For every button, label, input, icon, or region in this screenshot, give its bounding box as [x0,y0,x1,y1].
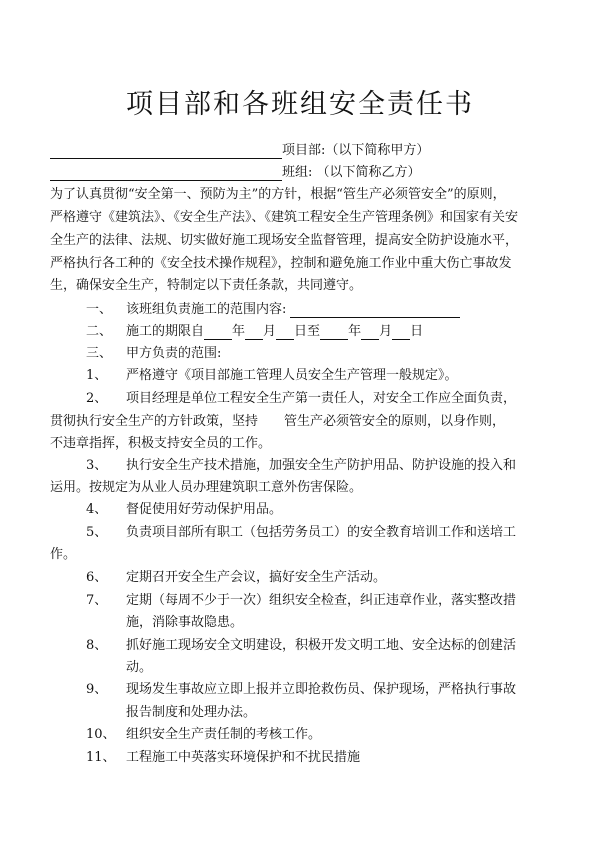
section-1 [126,302,460,318]
party-b-label: 班组: （以下简称乙方） [282,165,421,180]
item-5-text-1: 负责项目部所有职工（包括劳务员工）的安全教育培训工作和送培工 [126,525,517,540]
item-4-num: 4、 [86,502,108,517]
intro-line-5: 生，确保安全生产，特制定以下责任条款，共同遵守。 [50,278,363,293]
start-year-blank[interactable] [204,326,232,340]
item-6-num: 6、 [86,570,108,585]
item-9-text-2: 报告制度和处理办法。 [126,705,257,720]
item-11-num: 11、 [86,750,116,765]
intro-line-1: 为了认真贯彻“安全第一、预防为主”的方针，根据“管生产必须管安全”的原则， [50,187,506,202]
party-a-blank[interactable] [50,144,282,159]
intro-line-2: 严格遵守《建筑法》、《安全生产法》、《建筑工程安全生产管理条例》和国家有关安 [50,210,519,225]
item-9-num: 9、 [86,682,108,697]
item-5-text-2: 作。 [50,547,77,562]
scope-blank[interactable] [290,304,460,318]
end-day-blank[interactable] [392,326,410,340]
item-8-text-1: 抓好施工现场安全文明建设，积极开发文明工地、安全达标的创建活 [126,638,517,653]
party-a-line [50,143,429,159]
item-3-num: 3、 [86,458,108,473]
end-year-blank[interactable] [320,326,348,340]
item-4-text: 督促使用好劳动保护用品。 [126,502,283,517]
item-1-num: 1、 [86,368,108,383]
item-2-num: 2、 [86,391,108,406]
item-10-text: 组织安全生产责任制的考核工作。 [126,727,322,742]
item-2-text-3: 不违章指挥，积极支持安全员的工作。 [50,436,272,451]
item-8-text-2: 动。 [126,660,153,675]
item-2-text-2: 贯彻执行安全生产的方针政策，坚持 管生产必须管安全的原则，以身作则， [50,414,506,429]
item-9-text-1: 现场发生事故应立即上报并立即抢救伤员、保护现场，严格执行事故 [126,682,517,697]
section-2-num: 二、 [86,324,113,339]
item-7-text-1: 定期（每周不少于一次）组织安全检查，纠正违章作业，落实整改措 [126,593,517,608]
start-day-blank[interactable] [276,326,294,340]
item-7-num: 7、 [86,593,108,608]
item-10-num: 10、 [86,727,116,742]
item-7-text-2: 施，消除事故隐患。 [126,615,244,630]
party-b-blank[interactable] [50,166,282,181]
month-label: 月 [263,324,277,339]
intro-line-4: 严格执行各工种的《安全技术操作规程》，控制和避免施工作业中重大伤亡事故发 [50,256,512,271]
end-month-blank[interactable] [361,326,379,340]
day-to-label: 日至 [294,324,321,339]
item-3-text-2: 运用。按规定为从业人员办理建筑职工意外伤害保险。 [50,480,363,495]
year-label: 年 [232,324,246,339]
item-8-num: 8、 [86,638,108,653]
item-1-text: 严格遵守《项目部施工管理人员安全生产管理一般规定》。 [126,368,458,383]
item-11-text: 工程施工中英落实环境保护和不扰民措施 [126,750,361,765]
item-5-num: 5、 [86,525,108,540]
item-6-text: 定期召开安全生产会议，搞好安全生产活动。 [126,570,387,585]
section-1-num: 一、 [86,302,113,317]
section-1-text: 该班组负责施工的范围内容: [126,302,287,317]
section-3-text: 甲方负责的范围: [126,346,222,361]
month2-label: 月 [379,324,393,339]
party-a-label: 项目部:（以下简称甲方） [282,143,430,158]
period-prefix: 施工的期限自 [126,324,205,339]
intro-line-3: 全生产的法律、法规、切实做好施工现场安全监督管理，提高安全防护设施水平， [50,233,519,248]
party-b-line [50,165,421,181]
section-2 [126,324,423,340]
item-2-text-1: 项目经理是单位工程安全生产第一责任人，对安全工作应全面负责， [126,391,517,406]
section-3-num: 三、 [86,346,113,361]
year2-label: 年 [348,324,362,339]
start-month-blank[interactable] [245,326,263,340]
item-3-text-1: 执行安全生产技术措施，加强安全生产防护用品、防护设施的投入和 [126,458,517,473]
document-title: 项目部和各班组安全责任书 [126,89,474,120]
day2-label: 日 [410,324,424,339]
